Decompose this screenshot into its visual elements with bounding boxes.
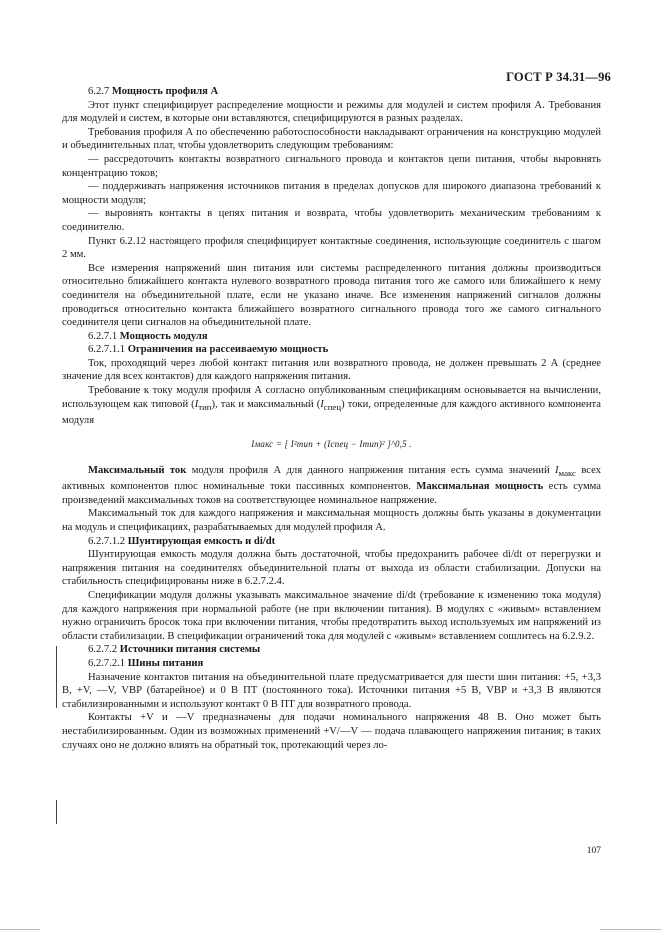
section-title: Мощность профиля А: [111, 86, 219, 97]
heading-6-2-7-2-1: [62, 657, 601, 671]
section-number: 6.2.7.1.2: [88, 535, 126, 547]
subscript: спец: [323, 401, 342, 412]
paragraph: Требования профиля А по обеспечению работоспособности накладывают ограничения на конструкцию модулей и объединительных плат, чтобы удовлетворить следующим требованиям:: [62, 126, 601, 152]
heading-6-2-7: [62, 85, 601, 99]
heading-6-2-7-2: [62, 643, 601, 657]
change-bar: [56, 800, 57, 824]
change-bar: [56, 646, 57, 708]
paragraph: Максимальный ток для каждого напряжения и максимальная мощность должны быть указаны в документации на модуль и спецификациях, разрабатываемых для модулей профиля А.: [62, 508, 601, 534]
text-run: ) токи, определенные для каждого активного компонента модуля: [62, 398, 601, 427]
section-number: 6.2.7.2.1: [88, 657, 126, 669]
paragraph: Назначение контактов питания на объединительной плате предусматривается для шести шин питания: +5, +3,3 В, +V, —V, VBP (батарейное) и 0 В ПТ (постоянного тока). Источники питания +5 В, VBP и +3,3 В являются стабилизированными и используют контакт 0 В ПТ для возвратного провода.: [62, 671, 601, 710]
subscript: тип: [198, 401, 212, 412]
section-number: 6.2.7.1.1: [88, 344, 126, 356]
section-title: Шунтирующая емкость и di/dt: [127, 535, 276, 547]
section-title: Источники питания системы: [119, 644, 261, 656]
paragraph: Ток, проходящий через любой контакт питания или возвратного провода, не должен превышать 2 А (среднее значение для всех контактов) для каждого напряжения питания.: [62, 357, 601, 383]
paragraph: [62, 384, 601, 428]
symbol-i: I: [555, 464, 559, 476]
heading-6-2-7-1-1: [62, 343, 601, 357]
paragraph: Контакты +V и —V предназначены для подачи номинального напряжения 48 В. Оно может быть нестабилизированным. Один из возможных применений +V/—V — подача плавающего напряжения питания; в таких случаях оно не должно влиять на обратный ток, протекающий через ло-: [62, 712, 601, 751]
section-title: Мощность модуля: [119, 330, 208, 342]
text-run: модуля профиля А для данного напряжения питания есть сумма значений: [186, 464, 556, 476]
formula-max-current: Iмакс = [ I²тип + (Iспец − Iтип)² ]^0,5 .: [251, 438, 412, 449]
list-item: — рассредоточить контакты возвратного сигнального провода и контактов цепи питания, чтобы выровнять концентрацию токов;: [62, 153, 601, 179]
scan-artifact: [0, 929, 40, 930]
paragraph: Шунтирующая емкость модуля должна быть достаточной, чтобы предохранить рабочее di/dt от перегрузки и напряжения питания на соединителях объединительной платы от выхода из области стабилизации. Допуски на стабильность специфицированы ниже в 6.2.7.2.4.: [62, 549, 601, 588]
section-title: Шины питания: [127, 657, 204, 669]
section-number: 6.2.7.1: [88, 330, 118, 342]
text-run: всех активных компонентов плюс номинальные токи пассивных компонентов.: [62, 464, 601, 493]
list-item: — выровнять контакты в цепях питания и возврата, чтобы удовлетворить механическим требованиям к соединителю.: [62, 208, 601, 233]
heading-6-2-7-1-2: [62, 535, 601, 549]
scan-artifact: [600, 929, 661, 930]
paragraph: Спецификации модуля должны указывать максимальное значение di/dt (требование к изменению тока модуля) для каждого напряжения при нормальной работе (не при включении питания). В модулях с «живым» вставлением нужно ограничить бросок тока при включении питания, чтобы предотвратить выход используемых им напряжений из области стабилизации. В спецификации ограничений тока для модулей с «живым» вставлением сошлитесь на 6.2.9.2.: [62, 590, 601, 642]
heading-6-2-7-1: [62, 330, 601, 344]
page-body: [62, 85, 601, 752]
term: Максимальный ток: [88, 464, 187, 476]
standard-code: ГОСТ Р 34.31—96: [506, 70, 611, 84]
paragraph: Пункт 6.2.12 настоящего профиля специфицирует контактные соединения, использующие соединитель с шагом 2 мм.: [62, 235, 601, 261]
paragraph: [62, 464, 601, 508]
list-item: — поддерживать напряжения источников питания в пределах допусков для широкого диапазона требований к мощности модуля;: [62, 181, 601, 206]
paragraph: Все измерения напряжений шин питания или системы распределенного питания должны производиться относительно ближайшего контакта нулевого возвратного провода питания того же самого или ближайшего к нему соединителя на объединительной плате, если не указано иначе. Все изменения напряжений сигналов должны проводиться относительно контакта ближайшего возвратного сигнального провода того же самого сигнального соединителя цепи сигналов на объединительной плате.: [62, 262, 601, 329]
paragraph: Этот пункт специфицирует распределение мощности и режимы для модулей и систем профиля А. Требования для модулей и систем, в которые они вставляются, специфицируются в разных разделах.: [62, 99, 601, 125]
term: Максимальная мощность: [416, 481, 544, 493]
subscript: макс: [558, 467, 576, 478]
text-run: Требование к току модуля профиля А согласно опубликованным спецификациям основывается на вычислении, использующем как типовой (: [62, 385, 601, 410]
symbol-i: I: [194, 398, 199, 410]
text-run: есть сумма произведений максимальных токов на соответствующее номинальное напряжение.: [62, 481, 601, 506]
section-number: 6.2.7: [88, 86, 110, 97]
section-title: Ограничения на рассеиваемую мощность: [127, 344, 329, 356]
text-run: ), так и максимальный (: [211, 398, 321, 410]
section-number: 6.2.7.2: [88, 644, 118, 656]
symbol-i: I: [320, 398, 324, 410]
page-number: 107: [586, 846, 601, 856]
